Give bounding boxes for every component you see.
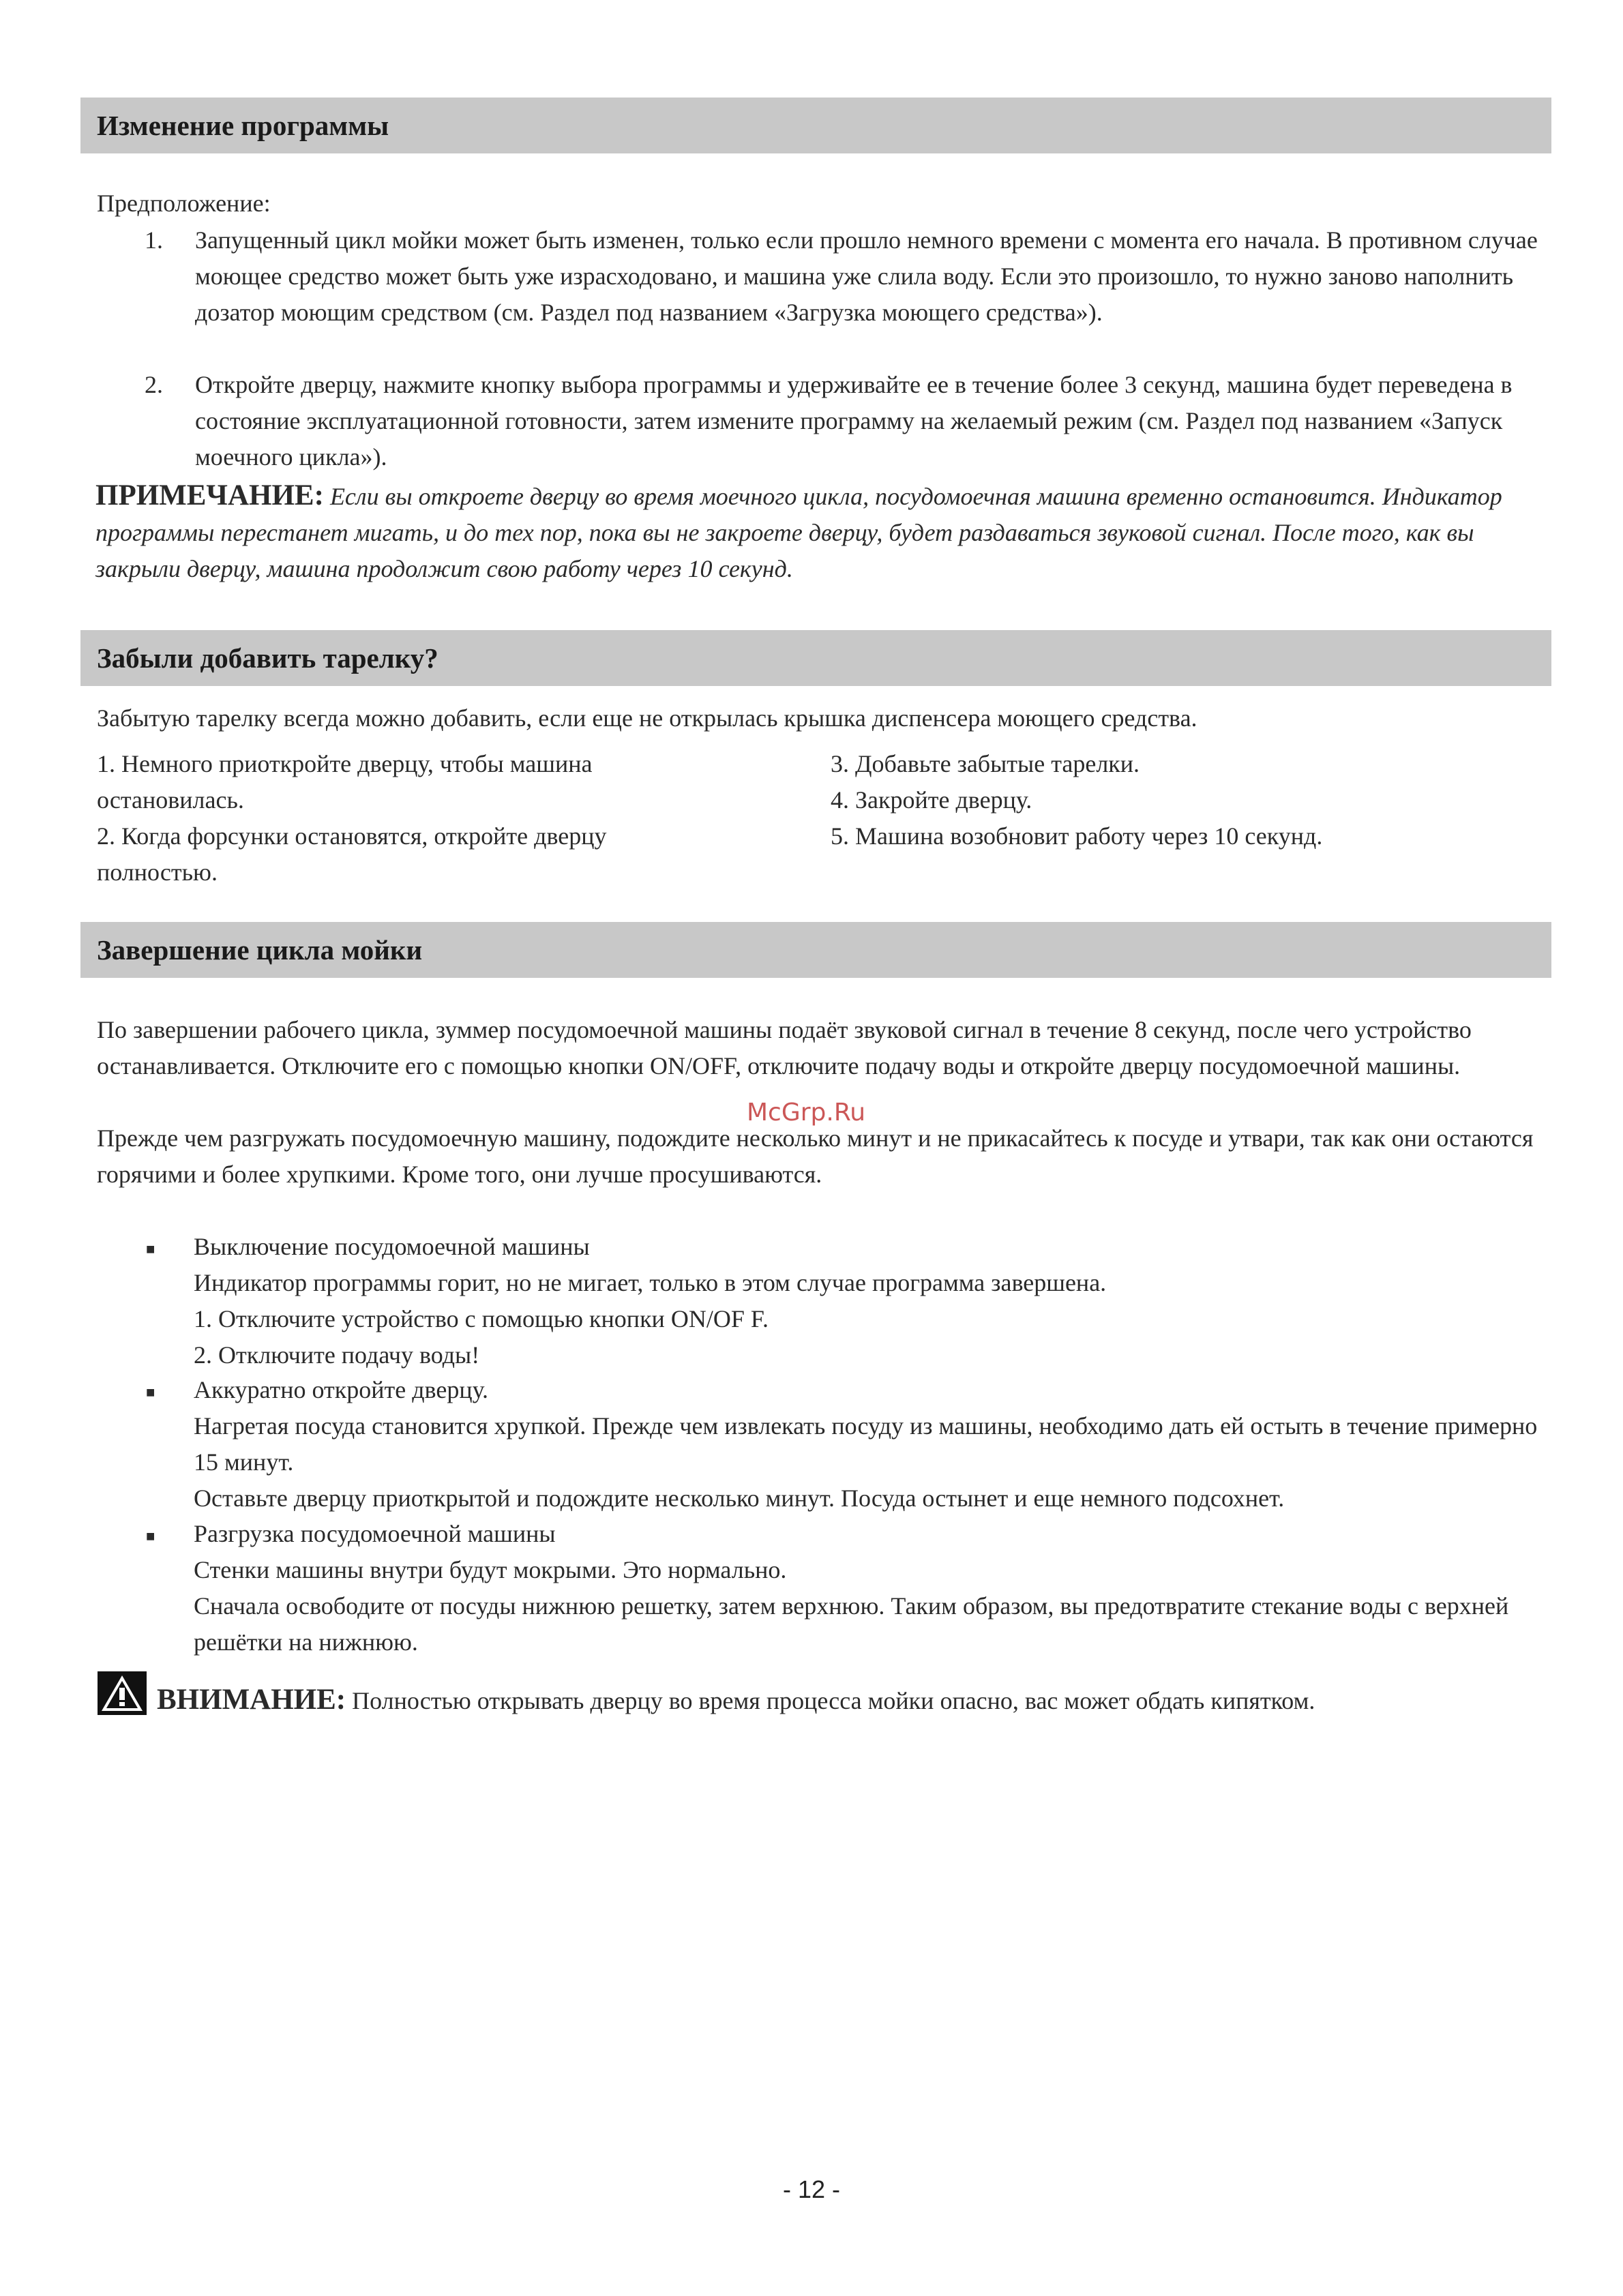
step-item: 1. Немного приоткройте дверцу, чтобы машина остановилась. xyxy=(97,750,593,814)
section2-intro: Забытую тарелку всегда можно добавить, если еще не открылась крышка диспенсера моющего средства. xyxy=(97,704,1197,732)
section1-intro: Предположение: xyxy=(97,190,271,217)
bullet-heading: Выключение посудомоечной машины xyxy=(194,1233,590,1260)
section-header-forgot-dish: Забыли добавить тарелку? xyxy=(80,630,1551,686)
step-item: 2. Когда форсунки остановятся, откройте дверцу полностью. xyxy=(97,822,607,886)
section-header-change-program: Изменение программы xyxy=(80,98,1551,153)
steps-right-column xyxy=(831,746,1547,854)
bullet-line: Стенки машины внутри будут мокрыми. Это нормально. xyxy=(194,1556,787,1583)
note-text: Если вы откроете дверцу во время моечного цикла, посудомоечная машина временно остановится. Индикатор программы перестанет мигать, и до тех пор, пока вы не закроете дверцу, будет раздаваться звуковой сигнал. После того, как вы закрыли дверцу, машина продолжит свою работу через 10 секунд. xyxy=(95,483,1502,582)
bullet-line: Индикатор программы горит, но не мигает, только в этом случае программа завершена. xyxy=(194,1269,1107,1296)
bullet-line: Сначала освободите от посуды нижнюю решетку, затем верхнюю. Таким образом, вы предотвратите стекание воды с верхней решётки на нижнюю. xyxy=(194,1592,1509,1656)
note-label: ПРИМЕЧАНИЕ: xyxy=(95,479,324,511)
warning-paragraph xyxy=(157,1682,1315,1719)
step-item: 5. Машина возобновит работу через 10 секунд. xyxy=(831,822,1323,850)
steps-left-column xyxy=(97,746,724,891)
list-item-text: Запущенный цикл мойки может быть изменен, только если прошло немного времени с момента его начала. В противном случае моющее средство может быть уже израсходовано, и машина уже слила воду. Если это произошло, то нужно заново наполнить дозатор моющим средством (см. Раздел под названием «Загрузка моющего средства»). xyxy=(195,226,1538,326)
step-item: 3. Добавьте забытые тарелки. xyxy=(831,750,1140,777)
bullet-item xyxy=(194,1372,1544,1517)
watermark: McGrp.Ru xyxy=(747,1099,866,1127)
bullet-line: 2. Отключите подачу воды! xyxy=(194,1341,480,1369)
bullet-line: Нагретая посуда становится хрупкой. Прежде чем извлекать посуду из машины, необходимо дать ей остыть в течение примерно 15 минут. xyxy=(194,1412,1538,1476)
bullet-heading: Разгрузка посудомоечной машины xyxy=(194,1520,556,1547)
bullet-square-icon: ■ xyxy=(146,1527,155,1545)
page-number: - 12 - xyxy=(782,2175,841,2203)
list-item-text: Откройте дверцу, нажмите кнопку выбора программы и удерживайте ее в течение более 3 секунд, машина будет переведена в состояние эксплуатационной готовности, затем измените программу на желаемый режим (см. Раздел под названием «Запуск моечного цикла»). xyxy=(195,371,1513,471)
section-header-end-of-cycle: Завершение цикла мойки xyxy=(80,922,1551,978)
warning-label: ВНИМАНИЕ: xyxy=(157,1684,346,1716)
bullet-heading: Аккуратно откройте дверцу. xyxy=(194,1376,488,1403)
note-paragraph xyxy=(95,477,1548,587)
section3-paragraph: По завершении рабочего цикла, зуммер посудомоечной машины подаёт звуковой сигнал в течение 8 секунд, после чего устройство останавливается. Отключите его с помощью кнопки ON/OFF, отключите подачу воды и откройте дверцу посудомоечной машины. xyxy=(97,1016,1472,1079)
list-number: 1. xyxy=(145,226,163,254)
warning-triangle-icon xyxy=(98,1671,147,1715)
bullet-item xyxy=(194,1229,1544,1373)
step-item: 4. Закройте дверцу. xyxy=(831,786,1032,814)
bullet-square-icon: ■ xyxy=(146,1240,155,1257)
list-number: 2. xyxy=(145,371,163,398)
bullet-item xyxy=(194,1516,1544,1660)
section3-paragraph: Прежде чем разгружать посудомоечную машину, подождите несколько минут и не прикасайтесь к посуде и утвари, так как они остаются горячими и более хрупкими. Кроме того, они лучше просушиваются. xyxy=(97,1124,1534,1188)
bullet-line: Оставьте дверцу приоткрытой и подождите несколько минут. Посуда остынет и еще немного подсохнет. xyxy=(194,1485,1285,1512)
bullet-square-icon: ■ xyxy=(146,1384,155,1401)
warning-text: Полностью открывать дверцу во время процесса мойки опасно, вас может обдать кипятком. xyxy=(346,1687,1315,1714)
bullet-line: 1. Отключите устройство с помощью кнопки ON/OF F. xyxy=(194,1305,769,1332)
